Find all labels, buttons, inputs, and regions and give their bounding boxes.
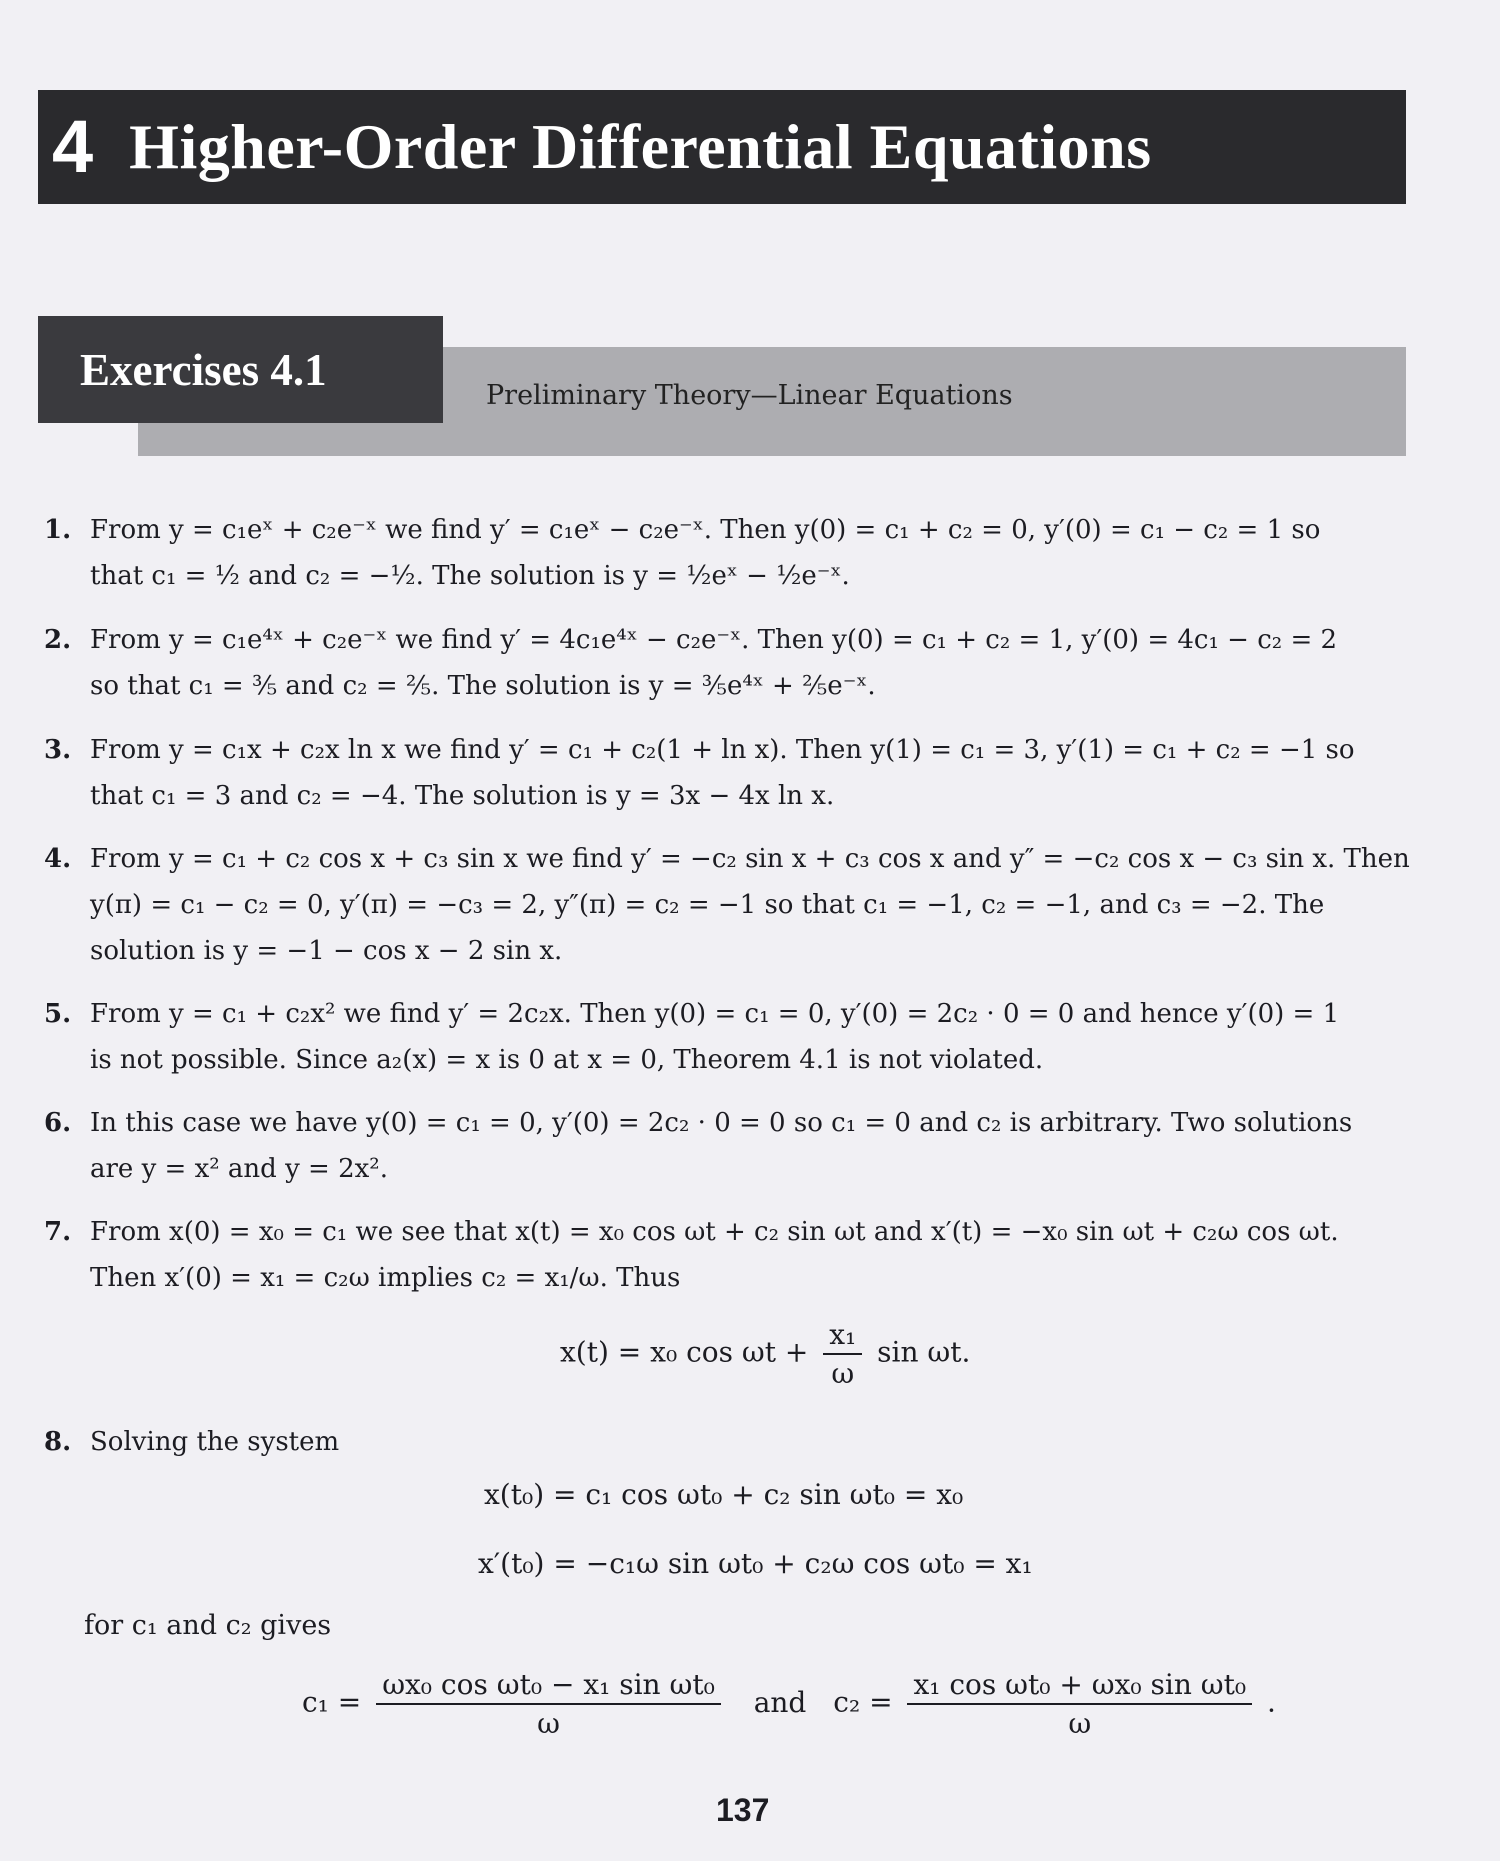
exercise-line: that c₁ = ½ and c₂ = −½. The solution is y = ½eˣ − ½e⁻ˣ.	[90, 561, 850, 591]
fraction-numerator: x₁	[823, 1318, 862, 1355]
exercise-line: From y = c₁x + c₂x ln x we find y′ = c₁ + c₂(1 + ln x). Then y(1) = c₁ = 3, y′(1) = c₁ + c₂ = −1 so	[90, 735, 1355, 765]
exercise-2	[44, 617, 1404, 709]
exercise-4	[44, 836, 1410, 974]
exercise-line: From y = c₁e⁴ˣ + c₂e⁻ˣ we find y′ = 4c₁e⁴ˣ − c₂e⁻ˣ. Then y(0) = c₁ + c₂ = 1, y′(0) = 4c₁ − c₂ = 2	[90, 625, 1338, 655]
exercise-line: Then x′(0) = x₁ = c₂ω implies c₂ = x₁/ω. Thus	[90, 1263, 681, 1293]
exercise-line: are y = x² and y = 2x².	[90, 1154, 388, 1184]
period: .	[1266, 1685, 1276, 1719]
exercise-8	[44, 1419, 1404, 1465]
exercise-line: From y = c₁ + c₂ cos x + c₃ sin x we find y′ = −c₂ sin x + c₃ cos x and y″ = −c₂ cos x − c₃ sin x. Then	[90, 844, 1410, 874]
section-label: Exercises 4.1	[80, 344, 327, 395]
exercise-line: y(π) = c₁ − c₂ = 0, y′(π) = −c₃ = 2, y″(π) = c₂ = −1 so that c₁ = −1, c₂ = −1, and c₃ = −2. The	[90, 890, 1325, 920]
section-subtitle: Preliminary Theory—Linear Equations	[486, 380, 1013, 411]
exercise-line: that c₁ = 3 and c₂ = −4. The solution is y = 3x − 4x ln x.	[90, 781, 835, 811]
and-text: and	[753, 1685, 807, 1719]
exercise-line: Solving the system	[90, 1427, 340, 1457]
exercise-line: so that c₁ = ⅗ and c₂ = ⅖. The solution is y = ⅗e⁴ˣ + ⅖e⁻ˣ.	[90, 671, 876, 701]
fraction-denominator: ω	[1068, 1707, 1092, 1740]
exercise-7	[44, 1209, 1404, 1301]
fraction-numerator: x₁ cos ωt₀ + ωx₀ sin ωt₀	[907, 1668, 1252, 1705]
c2-fraction	[907, 1668, 1252, 1740]
exercise-5	[44, 991, 1404, 1083]
exercise-1	[44, 507, 1404, 599]
exercise-number: 4.	[44, 844, 72, 874]
exercise-number: 3.	[44, 735, 72, 765]
exercise-6	[44, 1100, 1404, 1192]
fraction-numerator: ωx₀ cos ωt₀ − x₁ sin ωt₀	[376, 1668, 721, 1705]
system-equation-2: x′(t₀) = −c₁ω sin ωt₀ + c₂ω cos ωt₀ = x₁	[478, 1547, 1033, 1580]
equation-rhs: sin ωt.	[877, 1335, 971, 1369]
chapter-title: Higher-Order Differential Equations	[129, 111, 1152, 182]
exercise-number: 6.	[44, 1108, 72, 1138]
fraction-denominator: ω	[537, 1707, 560, 1740]
exercise-line: In this case we have y(0) = c₁ = 0, y′(0) = 2c₂ · 0 = 0 so c₁ = 0 and c₂ is arbitrary. Two solutions	[90, 1108, 1353, 1138]
exercise-line: From y = c₁eˣ + c₂e⁻ˣ we find y′ = c₁eˣ − c₂e⁻ˣ. Then y(0) = c₁ + c₂ = 0, y′(0) = c₁ − c₂ = 1 so	[90, 515, 1321, 545]
exercise-line: From x(0) = x₀ = c₁ we see that x(t) = x₀ cos ωt + c₂ sin ωt and x′(t) = −x₀ sin ωt + c₂ω cos ωt.	[90, 1217, 1339, 1247]
exercise-7-display-equation	[560, 1318, 970, 1390]
fraction	[823, 1318, 862, 1390]
exercise-number: 1.	[44, 515, 72, 545]
exercise-3	[44, 727, 1404, 819]
exercise-number: 5.	[44, 999, 72, 1029]
c2-lhs: c₂ =	[833, 1685, 893, 1719]
fraction-denominator: ω	[831, 1357, 855, 1390]
exercise-line: is not possible. Since a₂(x) = x is 0 at x = 0, Theorem 4.1 is not violated.	[90, 1045, 1044, 1075]
exercise-8-result	[302, 1668, 1276, 1740]
exercise-number: 7.	[44, 1217, 72, 1247]
system-equation-1: x(t₀) = c₁ cos ωt₀ + c₂ sin ωt₀ = x₀	[484, 1478, 964, 1511]
exercise-line: solution is y = −1 − cos x − 2 sin x.	[90, 936, 563, 966]
exercise-number: 2.	[44, 625, 72, 655]
exercise-line: From y = c₁ + c₂x² we find y′ = 2c₂x. Then y(0) = c₁ = 0, y′(0) = 2c₂ · 0 = 0 and hence y′(0) = 1	[90, 999, 1340, 1029]
page-number: 137	[716, 1792, 770, 1828]
c1-lhs: c₁ =	[302, 1685, 362, 1719]
exercise-8-transition: for c₁ and c₂ gives	[84, 1610, 332, 1641]
exercise-number: 8.	[44, 1427, 72, 1457]
chapter-number: 4	[52, 105, 94, 188]
equation-lhs: x(t) = x₀ cos ωt +	[560, 1335, 809, 1369]
c1-fraction	[376, 1668, 721, 1740]
